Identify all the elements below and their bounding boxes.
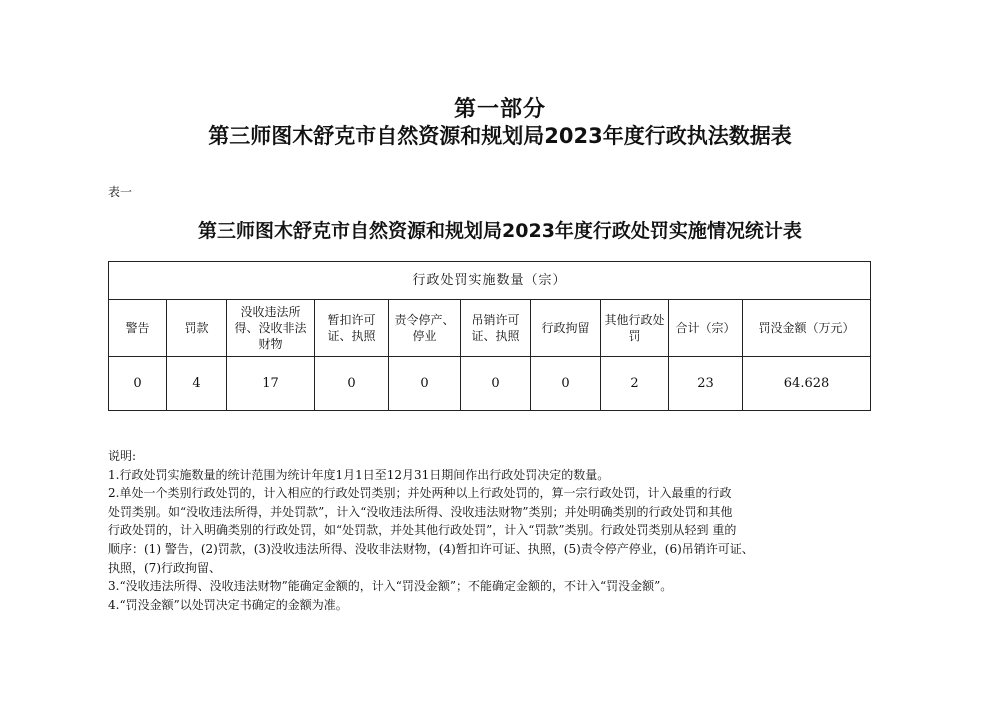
column-header: 责令停产、停业 (389, 300, 461, 357)
table-label: 表一 (108, 185, 133, 199)
column-header: 合计（宗） (669, 300, 743, 357)
note-line: 3.“没收违法所得、没收违法财物”能确定金额的，计入“罚没金额”；不能确定金额的，不计入“罚没金额”。 (108, 579, 673, 594)
note-line: 顺序：(1) 警告，(2)罚款，(3)没收违法所得、没收非法财物，(4)暂扣许可证、执照，(5)责令停产停业，(6)吊销许可证、 (108, 541, 754, 556)
table-cell: 0 (461, 357, 531, 411)
column-header: 罚款 (167, 300, 227, 357)
table-group-header: 行政处罚实施数量（宗） (109, 262, 871, 300)
table-cell: 23 (669, 357, 743, 411)
notes-heading: 说明: (108, 449, 137, 463)
column-header: 暂扣许可证、执照 (315, 300, 389, 357)
penalty-stats-table (108, 261, 871, 411)
note-line: 2.单处一个类别行政处罚的，计入相应的行政处罚类别；并处两种以上行政处罚的，算一宗行政处罚，计入最重的行政 (108, 486, 732, 501)
part-title: 第一部分 (453, 97, 546, 122)
table-cell: 0 (531, 357, 601, 411)
note-line: 执照，(7)行政拘留、 (108, 560, 221, 575)
document-title: 第三师图木舒克市自然资源和规划局2023年度行政执法数据表 (208, 124, 792, 148)
table-cell: 0 (389, 357, 461, 411)
column-header: 行政拘留 (531, 300, 601, 357)
table-title: 第三师图木舒克市自然资源和规划局2023年度行政处罚实施情况统计表 (198, 220, 802, 242)
table-cell: 17 (227, 357, 315, 411)
table-cell: 0 (109, 357, 167, 411)
table-cell: 4 (167, 357, 227, 411)
note-line: 处罚类别。如“没收违法所得，并处罚款”，计入“没收违法所得、没收违法财物”类别；并处明确类别的行政处罚和其他 (108, 504, 733, 519)
column-header: 其他行政处罚 (601, 300, 669, 357)
notes-section (108, 447, 868, 614)
table-row (109, 357, 871, 411)
note-line: 4.“罚没金额”以处罚决定书确定的金额为准。 (108, 597, 348, 612)
note-line: 1.行政处罚实施数量的统计范围为统计年度1月1日至12月31日期间作出行政处罚决定的数量。 (108, 467, 610, 482)
table-cell: 64.628 (743, 357, 871, 411)
column-header: 吊销许可证、执照 (461, 300, 531, 357)
column-header: 罚没金额（万元） (743, 300, 871, 357)
column-header: 没收违法所得、没收非法财物 (227, 300, 315, 357)
table-cell: 2 (601, 357, 669, 411)
column-header: 警告 (109, 300, 167, 357)
note-line: 行政处罚的，计入明确类别的行政处罚，如“处罚款，并处其他行政处罚”，计入“罚款”类别。行政处罚类别从轻到 重的 (108, 523, 737, 538)
table-cell: 0 (315, 357, 389, 411)
